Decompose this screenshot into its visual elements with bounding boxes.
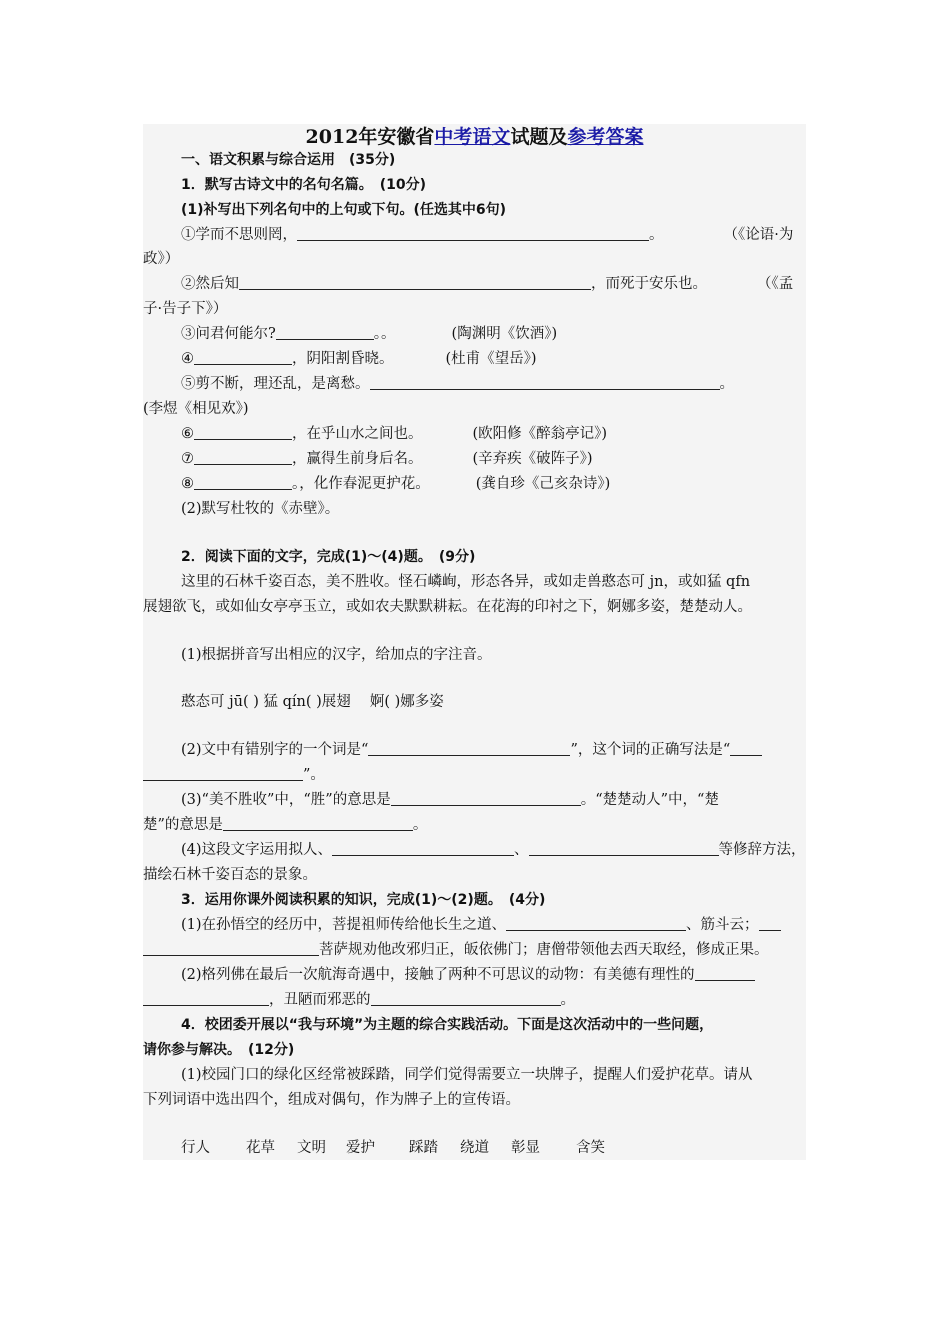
q4-word-list [143,1136,851,1160]
q4-para-line2: 下列词语中选出四个，组成对偶句，作为牌子上的宣传语。 [143,1092,520,1108]
q1-item1-cont: 政》） [143,251,180,267]
q3-sub1-cont: 菩萨规劝他改邪归正，皈依佛门；唐僧带领他去西天取经，修成正果。 [143,938,813,962]
blank[interactable] [368,739,570,756]
title-text-mid: 试题及 [510,126,568,148]
q3-sub2-cont: ，丑陋而邪恶的 。 [143,988,813,1012]
q4-heading-line2: 请你参与解决。 (12分) [143,1042,295,1058]
word: 彰显 [511,1140,540,1156]
word: 行人 [181,1140,210,1156]
title-text: 2012年安徽省 [305,126,435,148]
q2-sub1: (1)根据拼音写出相应的汉字，给加点的字注音。 [181,647,492,663]
q1-item6: ⑥ ，在乎山水之间也。 (欧阳修《醉翁亭记》) [143,422,851,446]
title-link-zhongkao-yuwen[interactable]: 中考语文 [434,126,511,148]
q3-heading: 3．运用你课外阅读积累的知识，完成(1)～(2)题。 (4分) [181,892,546,908]
q2-sub4: (4)这段文字运用拟人、 、 等修辞方法， [143,838,851,862]
q2-sub2-cont: ”。 [143,763,813,787]
word: 绕道 [460,1140,489,1156]
q2-sub1-answer: 憨态可 jū( ) 猛 qín( )展翅 婀( )娜多姿 [181,694,444,710]
blank[interactable] [143,989,269,1006]
blank[interactable] [223,814,413,831]
q1-item1: ①学而不思则罔， 。 （《论语·为 [143,223,851,247]
q2-sub3-cont: 楚”的意思是 。 [143,813,813,837]
q2-heading: 2．阅读下面的文字，完成(1)～(4)题。 (9分) [181,549,476,565]
q1-item8: ⑧ 。，化作春泥更护花。 (龚自珍《己亥杂诗》) [143,472,851,496]
word: 花草 [246,1140,275,1156]
blank[interactable] [239,273,591,290]
blank[interactable] [506,914,686,931]
q2-sub4-cont: 描绘石林千姿百态的景象。 [143,867,317,883]
blank[interactable] [194,348,292,365]
blank[interactable] [371,989,561,1006]
word: 踩踏 [409,1140,438,1156]
blank[interactable] [194,448,292,465]
q3-sub2: (2)格列佛在最后一次航海奇遇中，接触了两种不可思议的动物：有美德有理性的 [143,963,851,987]
q1-heading: 1．默写古诗文中的名句名篇。 (10分) [181,177,427,193]
q1-item5-cont: (李煜《相见欢》) [143,401,249,417]
q3-sub1: (1)在孙悟空的经历中，菩提祖师传给他长生之道、 、筋斗云； [143,913,851,937]
blank[interactable] [194,473,292,490]
word: 爱护 [346,1140,375,1156]
blank[interactable] [194,423,292,440]
q1-item2: ②然后知 ，而死于安乐也。 （《孟 [143,272,851,296]
section-heading: 一、语文积累与综合运用 (35分) [181,152,396,168]
q4-para-line1: (1)校园门口的绿化区经常被踩踏，同学们觉得需要立一块牌子，提醒人们爱护花草。请从 [181,1067,753,1083]
q1-item5: ⑤剪不断，理还乱，是离愁。 。 [143,372,851,396]
blank[interactable] [143,764,303,781]
q2-para-line1: 这里的石林千姿百态，美不胜收。怪石嶙峋，形态各异，或如走兽憨态可 jn，或如猛 qfn [181,574,751,590]
blank[interactable] [529,839,719,856]
title-link-answers[interactable]: 参考答案 [567,126,644,148]
blank[interactable] [695,964,755,981]
q1-item4: ④ ，阴阳割昏晓。 (杜甫《望岳》) [143,347,851,371]
q1-item2-cont: 子·告子下》） [143,301,228,317]
q4-heading-line1: 4．校团委开展以“我与环境”为主题的综合实践活动。下面是这次活动中的一些问题， [181,1017,714,1033]
blank[interactable] [143,939,319,956]
q1-sub1: (1)补写出下列名句中的上句或下句。(任选其中6句) [181,202,507,218]
blank[interactable] [276,323,374,340]
q2-para-line2: 展翅欲飞，或如仙女亭亭玉立，或如农夫默默耕耘。在花海的印衬之下，婀娜多姿，楚楚动人。 [143,599,752,615]
blank[interactable] [730,739,762,756]
q2-sub2: (2)文中有错别字的一个词是“ ”，这个词的正确写法是“ [143,738,851,762]
word: 文明 [297,1140,326,1156]
blank[interactable] [370,373,720,390]
blank[interactable] [332,839,514,856]
blank[interactable] [297,224,649,241]
blank[interactable] [391,789,581,806]
blank[interactable] [759,914,781,931]
q2-sub3: (3)“美不胜收”中，“胜”的意思是 。“楚楚动人”中，“楚 [143,788,851,812]
q1-sub2: (2)默写杜牧的《赤壁》。 [181,501,340,517]
q1-item7: ⑦ ，赢得生前身后名。 (辛弃疾《破阵子》) [143,447,851,471]
q1-item3: ③问君何能尔? 。。 (陶渊明《饮酒》) [143,322,851,346]
word: 含笑 [576,1140,605,1156]
